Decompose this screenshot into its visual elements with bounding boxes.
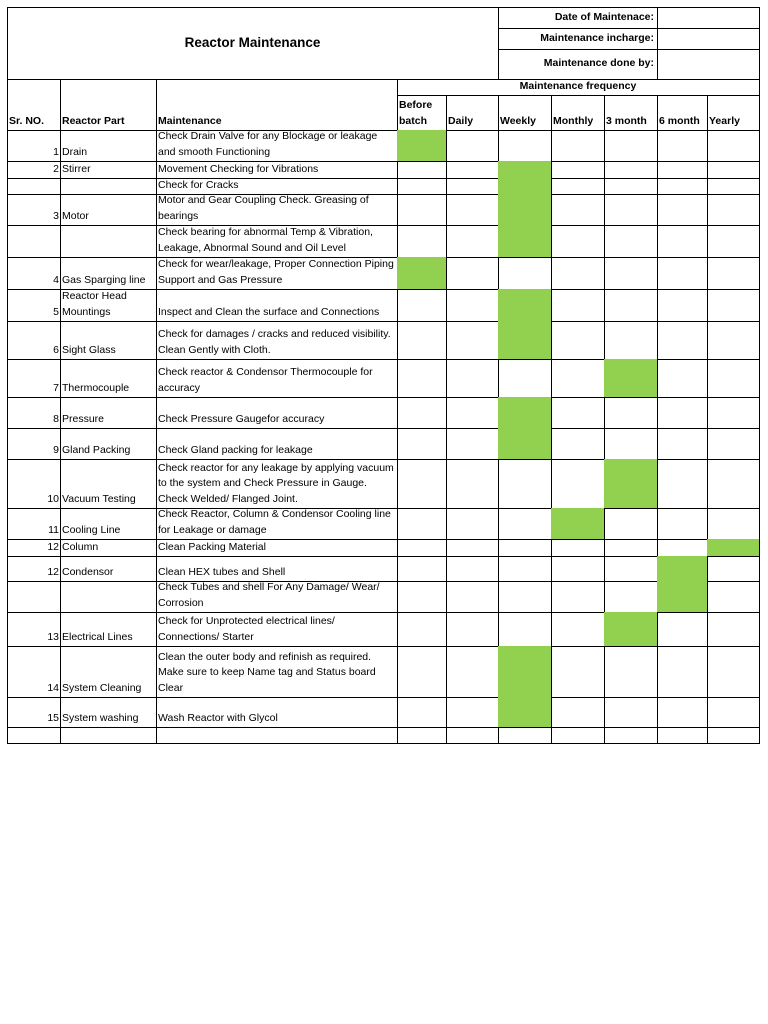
frequency-cell <box>446 397 499 429</box>
frequency-cell <box>657 428 708 460</box>
row-maintenance: Wash Reactor with Glycol <box>156 697 398 728</box>
header-frequency: Maintenance frequency <box>397 79 760 96</box>
row-part: Gas Sparging line <box>60 257 157 290</box>
header-sr: Sr. NO. <box>7 79 61 131</box>
row-sr: 15 <box>7 697 61 728</box>
frequency-marker <box>604 459 658 509</box>
row-part: Thermocouple <box>60 359 157 398</box>
row-part: Column <box>60 539 157 557</box>
frequency-cell <box>397 539 447 557</box>
frequency-cell <box>604 556 658 582</box>
row-part: Vacuum Testing <box>60 459 157 509</box>
row-sr: 2 <box>7 161 61 179</box>
frequency-cell <box>446 508 499 540</box>
row-sr: 12 <box>7 539 61 557</box>
header-freq-1: Daily <box>446 95 499 131</box>
frequency-cell <box>498 539 552 557</box>
frequency-marker <box>498 697 552 728</box>
row-maintenance: Check Pressure Gaugefor accuracy <box>156 397 398 429</box>
header-freq-2: Weekly <box>498 95 552 131</box>
frequency-cell <box>446 727 499 744</box>
frequency-cell <box>707 612 760 647</box>
row-maintenance: Inspect and Clean the surface and Connections <box>156 289 398 322</box>
frequency-cell <box>551 697 605 728</box>
frequency-cell <box>446 130 499 162</box>
row-maintenance: Clean HEX tubes and Shell <box>156 556 398 582</box>
row-part <box>60 178 157 195</box>
frequency-marker <box>551 508 605 540</box>
row-part: Electrical Lines <box>60 612 157 647</box>
row-sr: 8 <box>7 397 61 429</box>
frequency-cell <box>397 697 447 728</box>
frequency-cell <box>397 359 447 398</box>
frequency-cell <box>604 581 658 613</box>
frequency-cell <box>707 161 760 179</box>
row-sr: 3 <box>7 194 61 226</box>
frequency-cell <box>498 459 552 509</box>
frequency-cell <box>604 289 658 322</box>
frequency-cell <box>657 727 708 744</box>
frequency-cell <box>604 428 658 460</box>
frequency-cell <box>707 397 760 429</box>
row-part: Motor <box>60 194 157 226</box>
frequency-cell <box>397 428 447 460</box>
frequency-cell <box>498 727 552 744</box>
row-part: Reactor Head Mountings <box>60 289 157 322</box>
frequency-cell <box>551 727 605 744</box>
frequency-cell <box>657 397 708 429</box>
frequency-cell <box>551 556 605 582</box>
row-part: System Cleaning <box>60 646 157 698</box>
frequency-cell <box>498 130 552 162</box>
row-maintenance: Motor and Gear Coupling Check. Greasing of bearings <box>156 194 398 226</box>
frequency-cell <box>657 459 708 509</box>
frequency-cell <box>551 321 605 360</box>
header-freq-0: Before batch <box>397 95 447 131</box>
row-sr: 6 <box>7 321 61 360</box>
row-maintenance: Check for Unprotected electrical lines/ Connections/ Starter <box>156 612 398 647</box>
row-part <box>60 225 157 258</box>
frequency-cell <box>397 289 447 322</box>
row-part <box>60 727 157 744</box>
row-sr: 12 <box>7 556 61 582</box>
header-part: Reactor Part <box>60 79 157 131</box>
frequency-cell <box>657 130 708 162</box>
frequency-cell <box>604 539 658 557</box>
frequency-cell <box>397 194 447 226</box>
frequency-cell <box>551 225 605 258</box>
frequency-cell <box>657 194 708 226</box>
frequency-cell <box>551 130 605 162</box>
row-maintenance: Check Reactor, Column & Condensor Cooling line for Leakage or damage <box>156 508 398 540</box>
row-sr: 14 <box>7 646 61 698</box>
frequency-cell <box>397 508 447 540</box>
frequency-cell <box>707 194 760 226</box>
frequency-marker <box>498 194 552 226</box>
frequency-cell <box>707 581 760 613</box>
frequency-cell <box>604 225 658 258</box>
row-maintenance: Movement Checking for Vibrations <box>156 161 398 179</box>
frequency-cell <box>446 178 499 195</box>
frequency-cell <box>604 646 658 698</box>
frequency-cell <box>707 321 760 360</box>
frequency-cell <box>604 397 658 429</box>
row-part: Cooling Line <box>60 508 157 540</box>
frequency-cell <box>551 612 605 647</box>
frequency-cell <box>446 581 499 613</box>
frequency-marker <box>498 397 552 429</box>
frequency-cell <box>551 178 605 195</box>
frequency-cell <box>551 257 605 290</box>
frequency-cell <box>397 612 447 647</box>
frequency-marker <box>707 539 760 557</box>
row-sr <box>7 225 61 258</box>
frequency-cell <box>498 556 552 582</box>
frequency-marker <box>498 225 552 258</box>
frequency-cell <box>551 539 605 557</box>
frequency-cell <box>657 321 708 360</box>
frequency-cell <box>397 727 447 744</box>
meta-value-date[interactable] <box>657 7 760 29</box>
frequency-cell <box>707 428 760 460</box>
meta-label-done_by: Maintenance done by: <box>498 49 658 80</box>
frequency-cell <box>551 359 605 398</box>
row-sr: 1 <box>7 130 61 162</box>
row-maintenance: Check Gland packing for leakage <box>156 428 398 460</box>
frequency-cell <box>446 161 499 179</box>
header-freq-4: 3 month <box>604 95 658 131</box>
frequency-cell <box>604 257 658 290</box>
frequency-cell <box>657 697 708 728</box>
row-sr: 7 <box>7 359 61 398</box>
frequency-cell <box>397 646 447 698</box>
frequency-cell <box>397 321 447 360</box>
row-part: Condensor <box>60 556 157 582</box>
frequency-marker <box>498 178 552 195</box>
frequency-cell <box>446 612 499 647</box>
frequency-cell <box>707 646 760 698</box>
row-sr: 11 <box>7 508 61 540</box>
row-part: Pressure <box>60 397 157 429</box>
frequency-cell <box>397 397 447 429</box>
header-freq-6: Yearly <box>707 95 760 131</box>
frequency-cell <box>707 727 760 744</box>
row-sr: 4 <box>7 257 61 290</box>
frequency-cell <box>551 397 605 429</box>
row-maintenance: Check for wear/leakage, Proper Connection Piping Support and Gas Pressure <box>156 257 398 290</box>
frequency-marker <box>397 130 447 162</box>
page-title: Reactor Maintenance <box>7 7 499 80</box>
frequency-marker <box>604 612 658 647</box>
row-sr: 10 <box>7 459 61 509</box>
frequency-cell <box>446 428 499 460</box>
meta-label-incharge: Maintenance incharge: <box>498 28 658 50</box>
frequency-cell <box>657 646 708 698</box>
frequency-cell <box>657 289 708 322</box>
row-sr <box>7 727 61 744</box>
frequency-cell <box>551 646 605 698</box>
frequency-marker <box>498 161 552 179</box>
frequency-cell <box>551 289 605 322</box>
header-maintenance: Maintenance <box>156 79 398 131</box>
row-maintenance: Check bearing for abnormal Temp & Vibration, Leakage, Abnormal Sound and Oil Level <box>156 225 398 258</box>
frequency-marker <box>657 556 708 582</box>
frequency-cell <box>657 257 708 290</box>
frequency-cell <box>707 459 760 509</box>
frequency-cell <box>551 459 605 509</box>
meta-label-date: Date of Maintenace: <box>498 7 658 29</box>
row-maintenance: Clean Packing Material <box>156 539 398 557</box>
frequency-cell <box>446 257 499 290</box>
frequency-cell <box>446 556 499 582</box>
row-maintenance: Check for damages / cracks and reduced visibility. Clean Gently with Cloth. <box>156 321 398 360</box>
frequency-cell <box>446 321 499 360</box>
frequency-cell <box>498 508 552 540</box>
frequency-cell <box>657 161 708 179</box>
frequency-cell <box>446 539 499 557</box>
frequency-cell <box>707 178 760 195</box>
frequency-cell <box>707 697 760 728</box>
frequency-cell <box>446 697 499 728</box>
row-maintenance: Check for Cracks <box>156 178 398 195</box>
row-part <box>60 581 157 613</box>
frequency-cell <box>657 359 708 398</box>
frequency-cell <box>707 359 760 398</box>
frequency-marker <box>498 428 552 460</box>
frequency-cell <box>604 508 658 540</box>
frequency-cell <box>397 556 447 582</box>
frequency-cell <box>707 225 760 258</box>
meta-value-incharge[interactable] <box>657 28 760 50</box>
header-freq-5: 6 month <box>657 95 708 131</box>
frequency-cell <box>604 697 658 728</box>
row-maintenance: Check Tubes and shell For Any Damage/ Wear/ Corrosion <box>156 581 398 613</box>
row-sr <box>7 178 61 195</box>
row-maintenance: Check Drain Valve for any Blockage or leakage and smooth Functioning <box>156 130 398 162</box>
row-part: Stirrer <box>60 161 157 179</box>
frequency-cell <box>657 225 708 258</box>
frequency-marker <box>397 257 447 290</box>
frequency-cell <box>446 225 499 258</box>
frequency-marker <box>657 581 708 613</box>
frequency-cell <box>604 178 658 195</box>
row-part: Sight Glass <box>60 321 157 360</box>
frequency-cell <box>397 459 447 509</box>
frequency-cell <box>446 289 499 322</box>
frequency-cell <box>657 508 708 540</box>
frequency-marker <box>498 646 552 698</box>
row-sr <box>7 581 61 613</box>
frequency-cell <box>604 130 658 162</box>
row-part: System washing <box>60 697 157 728</box>
frequency-cell <box>446 194 499 226</box>
header-freq-3: Monthly <box>551 95 605 131</box>
frequency-cell <box>551 161 605 179</box>
frequency-cell <box>657 612 708 647</box>
frequency-cell <box>397 225 447 258</box>
frequency-cell <box>498 612 552 647</box>
frequency-cell <box>446 359 499 398</box>
frequency-cell <box>397 161 447 179</box>
frequency-cell <box>397 581 447 613</box>
row-maintenance <box>156 727 398 744</box>
frequency-cell <box>446 459 499 509</box>
frequency-cell <box>551 428 605 460</box>
row-sr: 5 <box>7 289 61 322</box>
frequency-cell <box>707 289 760 322</box>
frequency-cell <box>397 178 447 195</box>
frequency-marker <box>604 359 658 398</box>
frequency-cell <box>604 161 658 179</box>
frequency-cell <box>551 194 605 226</box>
frequency-cell <box>498 257 552 290</box>
row-maintenance: Check reactor & Condensor Thermocouple for accuracy <box>156 359 398 398</box>
frequency-cell <box>551 581 605 613</box>
frequency-marker <box>498 289 552 322</box>
frequency-cell <box>657 539 708 557</box>
frequency-marker <box>498 321 552 360</box>
row-part: Drain <box>60 130 157 162</box>
frequency-cell <box>446 646 499 698</box>
meta-value-done_by[interactable] <box>657 49 760 80</box>
frequency-cell <box>498 581 552 613</box>
frequency-cell <box>657 178 708 195</box>
frequency-cell <box>707 130 760 162</box>
frequency-cell <box>498 359 552 398</box>
frequency-cell <box>604 727 658 744</box>
frequency-cell <box>604 194 658 226</box>
frequency-cell <box>707 508 760 540</box>
frequency-cell <box>604 321 658 360</box>
frequency-cell <box>707 257 760 290</box>
row-sr: 9 <box>7 428 61 460</box>
row-maintenance: Clean the outer body and refinish as required. Make sure to keep Name tag and Status board Clear <box>156 646 398 698</box>
row-part: Gland Packing <box>60 428 157 460</box>
frequency-cell <box>707 556 760 582</box>
row-maintenance: Check reactor for any leakage by applying vacuum to the system and Check Pressure in Gauge. Check Welded/ Flanged Joint. <box>156 459 398 509</box>
row-sr: 13 <box>7 612 61 647</box>
